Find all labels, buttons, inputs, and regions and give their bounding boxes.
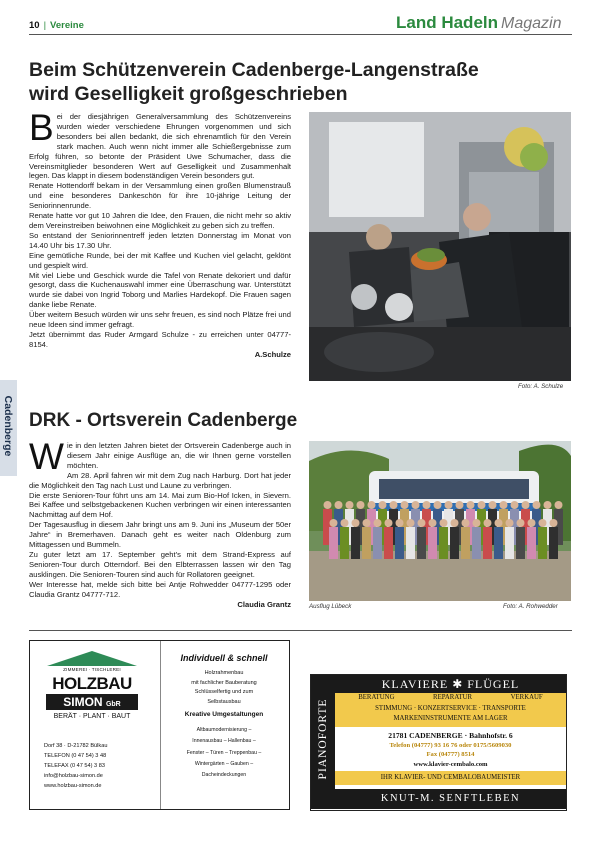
- photo2-credit: Foto: A. Rohwedder: [503, 603, 558, 610]
- photo2-caption: Ausflug Lübeck: [309, 603, 352, 610]
- article2-signature: Claudia Grantz: [237, 599, 291, 609]
- klavier-tagline: IHR KLAVIER- UND CEMBALOBAUMEISTER: [335, 771, 566, 785]
- article1-title: Beim Schützenverein Cadenberge-Langenstraße wird Geselligkeit großgeschrieben: [29, 59, 479, 105]
- holzbau-brand-simon: SIMON GbR: [46, 694, 138, 710]
- holzbau-web-link[interactable]: www.holzbau-simon.de: [44, 783, 102, 789]
- photo-seniors-flowers: [309, 112, 571, 381]
- photo1-credit: Foto: A. Schulze: [518, 383, 564, 390]
- page-number: 10: [29, 20, 40, 31]
- page-header: 10 | Vereine: [29, 20, 84, 31]
- logo-land-hadeln: Land Hadeln: [396, 13, 499, 32]
- magazine-logo: [396, 13, 562, 33]
- ad-holzbau-simon: [29, 640, 290, 810]
- holzbau-headline2: Kreative Umgestaltungen: [184, 711, 264, 718]
- dropcap: B: [29, 107, 54, 148]
- holzbau-top-small: ZIMMEREI · TISCHLEREI: [63, 667, 121, 672]
- ad-klaviere-fluegel: [310, 674, 567, 811]
- holzbau-brand: HOLZBAU: [52, 674, 132, 693]
- klavier-web-link[interactable]: www.klavier-cembalo.com: [413, 760, 488, 768]
- holzbau-tagline: BERÄT · PLANT · BAUT: [53, 713, 131, 720]
- ads-divider: [29, 630, 572, 631]
- logo-magazin: Magazin: [501, 15, 562, 32]
- header-divider: [29, 34, 572, 35]
- photo-group-bus: [309, 441, 571, 601]
- dropcap: W: [29, 436, 64, 477]
- article1-signature: A.Schulze: [254, 349, 291, 359]
- holzbau-services1: Holzrahmenbau mit fachlicher Bauberatung Schlüsselfertig und zum Selbstausbau: [191, 670, 257, 705]
- pianoforte-label: PIANOFORTE: [317, 698, 329, 780]
- holzbau-contact: Dorf 38 · D-21782 Bülkau TELEFON (0 47 54) 3 48 TELEFAX (0 47 54) 3 83 info@holzbau-simon.de www.holzbau-simon.de: [44, 743, 108, 789]
- klavier-services: BERATUNG REPARATUR VERKAUF STIMMUNG · KONZERTSERVICE · TRANSPORTE MARKENINSTRUMENTE AM LAGER: [335, 693, 566, 727]
- klavier-title: KLAVIERE ✱ FLÜGEL: [335, 675, 566, 693]
- article1-body: Bei der diesjährigen Generalversammlung des Schützenvereins wurden wieder verschiedene Ehrungen vorgenommen und sich besonders bei allen bedankt, die sich ehrenamtlich für den Verein stark machen. Auch wenn nicht immer alle Schießergebnisse zum Erfolg führen, so betonte der Präsident Uwe Schumacher, dass die Vereinsmitglieder besonderen Wert auf Geselligkeit und Zusammenhalt legen. Das klappt in diesem bodenständigen Verein besonders gut. Renate Hottendorff bekam in der Versammlung einen großen Blumenstrauß und eine besonderes Dankeschön für ihre 10-jährige Leitung der Seniorinnenrunde. Renate hatte vor gut 10 Jahren die Idee, den Frauen, die nicht mehr so aktiv dem Vereinstreiben beiwohnen eine Möglichkeit zu geben sich zu treffen. So entstand der Seniorinnentreff jeden letzten Donnerstag im Monat von 14.40 Uhr bis 17.30 Uhr. Eine gemütliche Runde, bei der mit Kaffee und Kuchen viel gelacht, geklönt und gespielt wird. Mit viel Liebe und Geschick wurde die Tafel von Renate dekoriert und dafür gesorgt, dass die Kuchenauswahl immer eine Überraschung war. Unterstützt wurde sie dabei von Ingrid Toborg und Marlies Hardekopf. Die Frauen sagen danke liebe Renate. Über weitern Besuch würden wir uns sehr freuen, es sind noch Plätze frei und neue Ideen sind immer gefragt. Jetzt übernimmt das Ruder Armgard Schulze - zu erreichen unter 04777-8154. A.Schulze: [29, 107, 291, 359]
- holzbau-headline: Individuell & schnell: [180, 653, 268, 663]
- side-tab-label: Cadenberge: [2, 395, 14, 457]
- section-label: Vereine: [50, 20, 84, 31]
- article2-body: Wie in den letzten Jahren bietet der Ortsverein Cadenberge auch in diesem Jahr einige Ausflüge an, die wir Ihnen gerne vorstellen möchten. Am 28. April fahren wir mit dem Zug nach Harburg. Dort hat jeder die Möglichkeit den Tag nach Lust und Laune zu verbringen. Die erste Senioren-Tour führt uns am 14. Mai zum Bio-Hof Icken, in Sievern. Bei Kaffee und selbstgebackenen Kuchen verbringen wir einen interessanten Nachmittag auf dem Hof. Der Tagesausflug in diesem Jahr bringt uns am 9. Juni ins „Museum der 50er Jahre“ in Bremerhaven. Danach geht es weiter nach Oldenburg zum Mittagessen und Bummeln. Zu guter letzt am 17. September geht’s mit dem Strand-Express auf Senioren-Tour durch Otterndorf. Bei den Elbterrassen lassen wir den Tag ausklingen. Die Senioren-Touren sind auch für Rollatoren geeignet. Wer Interesse hat, melde sich bitte bei Antje Rohwedder 04777-1295 oder Claudia Grantz 04777-712. Claudia Grantz: [29, 436, 291, 609]
- klavier-contact: 21781 CADENBERGE · Bahnhofstr. 6 Telefon (04777) 93 16 76 oder 0175/5609030 Fax (04777) 8514 www.klavier-cembalo.com: [335, 731, 566, 769]
- pianoforte-band: [311, 675, 335, 809]
- holzbau-email-link[interactable]: info@holzbau-simon.de: [44, 773, 103, 779]
- ad-divider: [160, 641, 161, 809]
- holzbau-services2: Altbaumodernisierung – Innenausbau – Hallenbau – Fenster – Türen – Treppenbau – Wintergärten – Gauben – Dacheindeckungen: [186, 727, 262, 779]
- side-tab: [0, 380, 17, 476]
- klavier-owner: KNUT-M. SENFTLEBEN: [335, 789, 566, 809]
- article2-title: DRK - Ortsverein Cadenberge: [29, 410, 298, 431]
